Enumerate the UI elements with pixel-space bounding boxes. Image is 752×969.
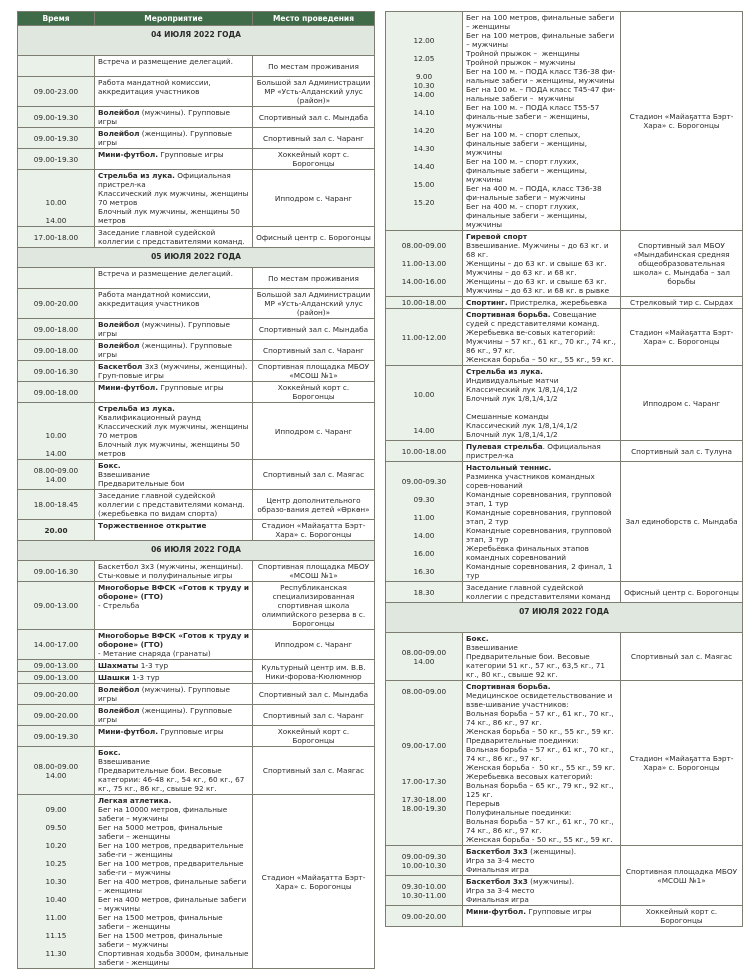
table-row — [18, 149, 375, 170]
time-cell: 09.00-09.30 09.30 11.00 14.00 16.00 16.30 — [386, 462, 463, 582]
place-cell: Спортивный зал с. Маягас — [253, 747, 375, 795]
place-cell: Стадион «Майаҕатта Бэрт-Хара» с. Борогонцы — [621, 681, 743, 846]
place-cell: Спортивный зал с. Чаранг — [253, 128, 375, 149]
table-row — [18, 561, 375, 582]
event-title: Волейбол — [98, 706, 140, 715]
event-title: Торжественное открытие — [98, 521, 207, 530]
event-cell — [95, 319, 253, 340]
table-row — [18, 289, 375, 319]
table-row — [18, 520, 375, 541]
event-cell — [95, 382, 253, 403]
event-title: Волейбол — [98, 320, 140, 329]
time-cell: 08.00-09.00 14.00 — [386, 633, 463, 681]
event-details: Групповые игры — [158, 150, 224, 159]
event-details: (женщины). Групповые игры — [98, 341, 235, 359]
event-cell — [95, 561, 253, 582]
time-cell: 09.00-18.00 — [18, 382, 95, 403]
event-cell — [463, 366, 621, 441]
time-cell: 10.00 14.00 — [18, 170, 95, 227]
time-cell: 09.00-19.30 — [18, 107, 95, 128]
event-details: Встреча и размещение делегаций. — [98, 269, 233, 278]
table-row — [18, 660, 375, 672]
event-title: Баскетбол 3х3 — [466, 877, 528, 886]
time-cell: 08.00-09.00 11.00-13.00 14.00-16.00 — [386, 231, 463, 297]
event-cell — [463, 462, 621, 582]
time-cell: 09.00-18.00 — [18, 340, 95, 361]
event-title: Бокс. — [98, 461, 121, 470]
table-row — [18, 705, 375, 726]
place-cell: Спортивная площадка МБОУ «МСОШ №1» — [253, 561, 375, 582]
header-place: Место проведения — [253, 12, 375, 26]
table-row — [18, 684, 375, 705]
time-cell: 08.00-09.00 09.00-17.00 17.00-17.30 17.30-18.00 18.00-19.30 — [386, 681, 463, 846]
event-cell — [95, 149, 253, 170]
table-row — [18, 170, 375, 227]
table-row — [18, 107, 375, 128]
place-cell: Большой зал Администрации МР «Усть-Алданский улус (район)» — [253, 289, 375, 319]
event-title: Стрельба из лука. — [466, 367, 543, 376]
table-row — [18, 630, 375, 660]
event-cell — [463, 846, 621, 876]
event-details: Взвешивание. Мужчины – до 63 кг. и 68 кг. Женщины – до 63 кг. и свыше 63 кг. Мужчины – до 63 кг. и 68 кг. Женщины – до 63 кг. и свыше 63 кг. Мужчины – до 63 кг. и 68 кг. в рывке — [466, 241, 610, 295]
date-label: 05 ИЮЛЯ 2022 ГОДА — [18, 248, 375, 268]
event-title: Волейбол — [98, 685, 140, 694]
table-row — [386, 633, 743, 681]
event-details: Групповые игры — [526, 907, 592, 916]
event-cell — [95, 340, 253, 361]
event-details: 1-3 тур — [138, 661, 169, 670]
time-cell: 09.00 09.50 10.20 10.25 10.30 10.40 11.00 11.15 11.30 — [18, 795, 95, 969]
time-cell: 18.30 — [386, 582, 463, 603]
event-title: Волейбол — [98, 108, 140, 117]
event-details: - Стрельба — [98, 601, 140, 610]
event-cell — [463, 582, 621, 603]
event-title: Спортинг. — [466, 298, 508, 307]
event-cell — [95, 403, 253, 460]
event-cell — [95, 660, 253, 672]
time-cell: 09.00-18.00 — [18, 319, 95, 340]
table-row — [18, 403, 375, 460]
event-title: Шахматы — [98, 661, 139, 670]
event-cell — [95, 289, 253, 319]
event-details: Разминка участников командных сорев-нований Командные соревнования, групповой этап, 1 тур Командные соревнования, групповой этап, 2 тур Командные соревнования, групповой этап, 3 тур Жеребьёвка финальных этапов командных соревнований Командные соревнования, 2 финал, 1 тур — [466, 472, 613, 580]
event-details: . Официальная пристрел-ка — [466, 442, 604, 460]
place-cell: Ипподром с. Чаранг — [621, 366, 743, 441]
event-details: Взвешивание Предварительные бои. Весовые категории 51 кг., 57 кг., 63,5 кг., 71 кг., 80 кг., свыше 92 кг. — [466, 643, 606, 679]
time-cell: 09.00-20.00 — [18, 705, 95, 726]
time-cell: 09.00-13.00 — [18, 582, 95, 630]
time-cell: 09.00-16.30 — [18, 561, 95, 582]
table-row — [386, 231, 743, 297]
event-title: Многоборье ВФСК «Готов к труду и обороне» (ГТО) — [98, 631, 252, 649]
date-row — [18, 541, 375, 561]
event-cell — [95, 520, 253, 541]
time-cell: 14.00-17.00 — [18, 630, 95, 660]
event-details: Взвешивание Предварительные бои — [98, 470, 185, 488]
time-cell: 09.00-19.30 — [18, 128, 95, 149]
table-row — [386, 297, 743, 309]
place-cell: Стадион «Майаҕатта Бэрт-Хара» с. Борогонцы — [621, 309, 743, 366]
time-cell: 10.00 14.00 — [386, 366, 463, 441]
table-row — [386, 12, 743, 231]
event-details: Индивидуальные матчи Классический лук 1/8,1/4,1/2 Блочный лук 1/8,1/4,1/2 Смешанные команды Классический лук 1/8,1/4,1/2 Блочный лук 1/8,1/4,1/2 — [466, 376, 578, 439]
table-row — [18, 747, 375, 795]
time-cell: 09.00-13.00 — [18, 660, 95, 672]
event-details: Квалификационный раунд Классический лук мужчины, женщины 70 метров Блочный лук мужчины, женщины 50 метров — [98, 413, 249, 458]
date-label: 04 ИЮЛЯ 2022 ГОДА — [18, 26, 375, 56]
event-details: Пристрелка, жеребьевка — [507, 298, 608, 307]
event-details: - Метание снаряда (гранаты) — [98, 649, 211, 658]
event-details: Бег на 100 метров, финальные забеги – женщины Бег на 100 метров, финальные забеги – мужчины Тройной прыжок – женщины Тройной прыжок – мужчины Бег на 100 м. – ПОДА класс Т36-38 фи-нальные забеги – женщины, мужчины Бег на 100 м. – ПОДА класс Т45-47 фи-нальные забеги – мужчины Бег на 100 м. – ПОДА класс Т55-57 финаль-ные забеги – женщины, мужчины Бег на 100 м. – спорт слепых, финальные забеги – женщины, мужчины Бег на 100 м. – спорт глухих, финальные забеги – женщины, мужчины Бег на 400 м. – ПОДА, класс Т36-38 фи-нальные забеги – мужчины Бег на 400 м. – спорт глухих, финальные забеги – женщины, мужчины — [466, 13, 616, 229]
event-cell — [95, 705, 253, 726]
event-title: Мини-футбол. — [98, 727, 159, 736]
event-cell — [463, 297, 621, 309]
event-cell — [95, 77, 253, 107]
place-cell: Спортивный зал с. Чаранг — [253, 340, 375, 361]
header-time: Время — [18, 12, 95, 26]
place-cell: Спортивная площадка МБОУ «МСОШ №1» — [253, 361, 375, 382]
event-title: Мини-футбол. — [98, 150, 159, 159]
time-cell: 09.00-20.00 — [18, 684, 95, 705]
time-cell: 12.00 12.05 9.00 10.30 14.00 14.10 14.20 14.30 14.40 15.00 15.20 — [386, 12, 463, 231]
event-title: Многоборье ВФСК «Готов к труду и обороне» (ГТО) — [98, 583, 252, 601]
event-details: (мужчины). Групповые игры — [98, 685, 233, 703]
event-cell — [463, 231, 621, 297]
place-cell: Спортивный зал МБОУ «Мындабинская средняя общеобразовательная школа» с. Мындаба – зал борьбы — [621, 231, 743, 297]
time-cell — [18, 56, 95, 77]
time-cell: 09.00-19.30 — [18, 149, 95, 170]
table-row — [386, 462, 743, 582]
date-label: 07 ИЮЛЯ 2022 ГОДА — [386, 603, 743, 633]
table-row — [386, 582, 743, 603]
event-title: Бокс. — [466, 634, 489, 643]
event-cell — [95, 630, 253, 660]
place-cell: Хоккейный корт с. Борогонцы — [621, 906, 743, 927]
place-cell: Ипподром с. Чаранг — [253, 403, 375, 460]
table-row — [18, 382, 375, 403]
date-row — [18, 248, 375, 268]
event-cell — [95, 672, 253, 684]
time-cell: 08.00-09.00 14.00 — [18, 460, 95, 490]
event-details: (женщины). Игра за 3-4 место Финальная игра — [466, 847, 577, 874]
time-cell: 09.00-13.00 — [18, 672, 95, 684]
event-cell — [463, 309, 621, 366]
event-cell — [95, 227, 253, 248]
event-details: Совещание судей с представителями команд. Жеребьевка ве-совых категорий: Мужчины – 57 кг., 61 кг., 70 кг., 74 кг., 86 кг., 97 кг. Женская борьба – 50 кг., 55 кг., 59 кг. — [466, 310, 616, 364]
event-cell — [95, 107, 253, 128]
time-cell: 10.00-18.00 — [386, 441, 463, 462]
event-title: Гиревой спорт — [466, 232, 528, 241]
event-details: 3х3 (мужчины, женщины). Груп-повые игры — [98, 362, 250, 380]
place-cell: Центр дополнительного образо-вания детей «Өркөн» — [253, 490, 375, 520]
place-cell: Хоккейный корт с. Борогонцы — [253, 149, 375, 170]
place-cell: Культурный центр им. В.В. Ники-форова-Кюлюмнюр — [253, 660, 375, 684]
time-cell: 09.00-20.00 — [386, 906, 463, 927]
event-cell — [95, 460, 253, 490]
event-details: Официальная пристрел-ка Классический лук мужчины, женщины 70 метров Блочный лук мужчины, женщины 50 метров — [98, 171, 249, 225]
place-cell: Спортивный зал с. Мындаба — [253, 319, 375, 340]
event-title: Мини-футбол. — [466, 907, 527, 916]
table-row — [18, 361, 375, 382]
time-cell: 20.00 — [18, 520, 95, 541]
event-title: Мини-футбол. — [98, 383, 159, 392]
time-cell: 17.00-18.00 — [18, 227, 95, 248]
event-details: Заседание главной судейской коллегии с представителями команд. (жеребьевка по видам спорта) — [98, 491, 248, 518]
event-details: Групповые игры — [158, 727, 224, 736]
event-title: Шашки — [98, 673, 130, 682]
place-cell: Спортивный зал с. Тулуна — [621, 441, 743, 462]
event-cell — [95, 268, 253, 289]
date-row — [386, 603, 743, 633]
table-row — [18, 795, 375, 969]
event-title: Волейбол — [98, 341, 140, 350]
time-cell: 11.00-12.00 — [386, 309, 463, 366]
table-row — [386, 309, 743, 366]
table-row — [386, 846, 743, 876]
table-row — [18, 582, 375, 630]
event-cell — [95, 582, 253, 630]
table-row — [18, 460, 375, 490]
place-cell: Стадион «Майаҕатта Бэрт-Хара» с. Борогонцы — [621, 12, 743, 231]
event-cell — [95, 726, 253, 747]
event-details: Работа мандатной комиссии, аккредитация участников — [98, 290, 213, 308]
event-title: Спортивная борьба. — [466, 310, 551, 319]
event-cell — [95, 128, 253, 149]
time-cell: 08.00-09.00 14.00 — [18, 747, 95, 795]
event-details: Заседание главной судейской коллегии с представителями команд — [466, 583, 611, 601]
event-title: Пулевая стрельба — [466, 442, 543, 451]
place-cell: Офисный центр с. Борогонцы — [253, 227, 375, 248]
event-details: (женщины). Групповые игры — [98, 129, 235, 147]
event-details: Бег на 10000 метров, финальные забеги – мужчины Бег на 5000 метров, финальные забеги – женщины Бег на 100 метров, предварительные забе-ги – женщины Бег на 100 метров, предварительные забе-ги – мужчины Бег на 400 метров, финальные забеги – женщины Бег на 400 метров, финальные забеги – мужчины Бег на 1500 метров, финальные забеги – женщины Бег на 1500 метров, финальные забеги – мужчины Спортивная ходьба 3000м, финальные забеги - женщины — [98, 805, 249, 967]
place-cell: Республиканская специализированная спортивная школа олимпийского резерва в с. Борогонцы — [253, 582, 375, 630]
place-cell: Зал единоборств с. Мындаба — [621, 462, 743, 582]
event-title: Настольный теннис. — [466, 463, 552, 472]
time-cell: 09.30-10.00 10.30-11.00 — [386, 876, 463, 906]
event-cell — [95, 490, 253, 520]
place-cell: Спортивный зал с. Чаранг — [253, 705, 375, 726]
place-cell: Спортивный зал с. Маягас — [253, 460, 375, 490]
table-header-row — [18, 12, 375, 26]
event-title: Бокс. — [98, 748, 121, 757]
event-details: Работа мандатной комиссии, аккредитация участников — [98, 78, 213, 96]
event-cell — [95, 684, 253, 705]
place-cell: Спортивная площадка МБОУ «МСОШ №1» — [621, 846, 743, 906]
place-cell: Ипподром с. Чаранг — [253, 170, 375, 227]
time-cell: 09.00-19.30 — [18, 726, 95, 747]
table-row — [18, 319, 375, 340]
table-row — [18, 340, 375, 361]
event-cell — [463, 12, 621, 231]
event-cell — [95, 747, 253, 795]
time-cell: 10.00 14.00 — [18, 403, 95, 460]
place-cell: Ипподром с. Чаранг — [253, 630, 375, 660]
event-cell — [95, 361, 253, 382]
table-row — [18, 56, 375, 77]
place-cell: Хоккейный корт с. Борогонцы — [253, 382, 375, 403]
event-details: (мужчины). Групповые игры — [98, 320, 233, 338]
time-cell: 10.00-18.00 — [386, 297, 463, 309]
event-cell — [95, 56, 253, 77]
date-label: 06 ИЮЛЯ 2022 ГОДА — [18, 541, 375, 561]
event-cell — [463, 633, 621, 681]
place-cell: Офисный центр с. Борогонцы — [621, 582, 743, 603]
event-cell — [463, 681, 621, 846]
event-cell — [463, 441, 621, 462]
event-details: Баскетбол 3х3 (мужчины, женщины). Сты-ковые и полуфинальные игры — [98, 562, 246, 580]
event-cell — [463, 906, 621, 927]
table-row — [386, 441, 743, 462]
time-cell: 09.00-23.00 — [18, 77, 95, 107]
event-details: Встреча и размещение делегаций. — [98, 57, 233, 66]
table-row — [386, 906, 743, 927]
event-details: Групповые игры — [158, 383, 224, 392]
place-cell: Спортивный зал с. Маягас — [621, 633, 743, 681]
place-cell: Стрелковый тир с. Сырдах — [621, 297, 743, 309]
time-cell: 18.00-18.45 — [18, 490, 95, 520]
table-row — [18, 77, 375, 107]
time-cell: 09.00-09.30 10.00-10.30 — [386, 846, 463, 876]
time-cell — [18, 268, 95, 289]
place-cell: Спортивный зал с. Мындаба — [253, 684, 375, 705]
table-row — [18, 128, 375, 149]
event-title: Баскетбол — [98, 362, 143, 371]
time-cell: 09.00-16.30 — [18, 361, 95, 382]
table-row — [18, 490, 375, 520]
place-cell: Большой зал Администрации МР «Усть-Алданский улус (район)» — [253, 77, 375, 107]
event-cell — [95, 170, 253, 227]
table-row — [386, 366, 743, 441]
event-details: (мужчины). Групповые игры — [98, 108, 233, 126]
place-cell: Стадион «Майаҕатта Бэрт-Хара» с. Борогонцы — [253, 520, 375, 541]
event-cell — [95, 795, 253, 969]
event-cell — [463, 876, 621, 906]
event-details: (женщины). Групповые игры — [98, 706, 235, 724]
event-title: Спортивная борьба. — [466, 682, 551, 691]
table-row — [18, 726, 375, 747]
event-title: Баскетбол 3х3 — [466, 847, 528, 856]
place-cell: Стадион «Майаҕатта Бэрт-Хара» с. Борогонцы — [253, 795, 375, 969]
place-cell: По местам проживания — [253, 56, 375, 77]
time-cell: 09.00-20.00 — [18, 289, 95, 319]
event-title: Стрельба из лука. — [98, 404, 175, 413]
place-cell: По местам проживания — [253, 268, 375, 289]
schedule-table-left — [17, 11, 375, 969]
event-title: Волейбол — [98, 129, 140, 138]
schedule-table-right — [385, 11, 743, 927]
place-cell: Спортивный зал с. Мындаба — [253, 107, 375, 128]
event-details: Медицинское освидетельствование и взве-шивание участников: Вольная борьба – 57 кг., 61 кг., 70 кг., 74 кг., 86 кг., 97 кг. Женская борьба – 50 кг., 55 кг., 59 кг. Предварительные поединки: Вольная борьба – 57 кг., 61 кг., 70 кг., 74 кг., 86 кг., 97 кг. Женская борьба - 50 кг., 55 кг., 59 кг. Жеребьевка весовых категорий: Вольная борьба – 65 кг., 79 кг., 92 кг., 125 кг. Перерыв Полуфинальные поединки: Вольная борьба – 57 кг., 61 кг., 70 кг., 74 кг., 86 кг., 97 кг. Женская борьба - 50 кг., 55 кг., 59 кг. — [466, 691, 615, 844]
event-title: Легкая атлетика. — [98, 796, 172, 805]
table-row — [386, 681, 743, 846]
place-cell: Хоккейный корт с. Борогонцы — [253, 726, 375, 747]
event-details: Взвешивание Предварительные бои. Весовые категории: 46-48 кг., 54 кг., 60 кг., 67 кг., 75 кг., 86 кг., свыше 92 кг. — [98, 757, 245, 793]
table-row — [18, 268, 375, 289]
date-row — [18, 26, 375, 56]
table-row — [18, 227, 375, 248]
header-event: Мероприятие — [95, 12, 253, 26]
event-details: Заседание главной судейской коллегии с представителями команд. — [98, 228, 245, 246]
event-title: Стрельба из лука. — [98, 171, 175, 180]
event-details: 1-3 тур — [129, 673, 160, 682]
event-details: (мужчины). Игра за 3-4 место Финальная игра — [466, 877, 575, 904]
